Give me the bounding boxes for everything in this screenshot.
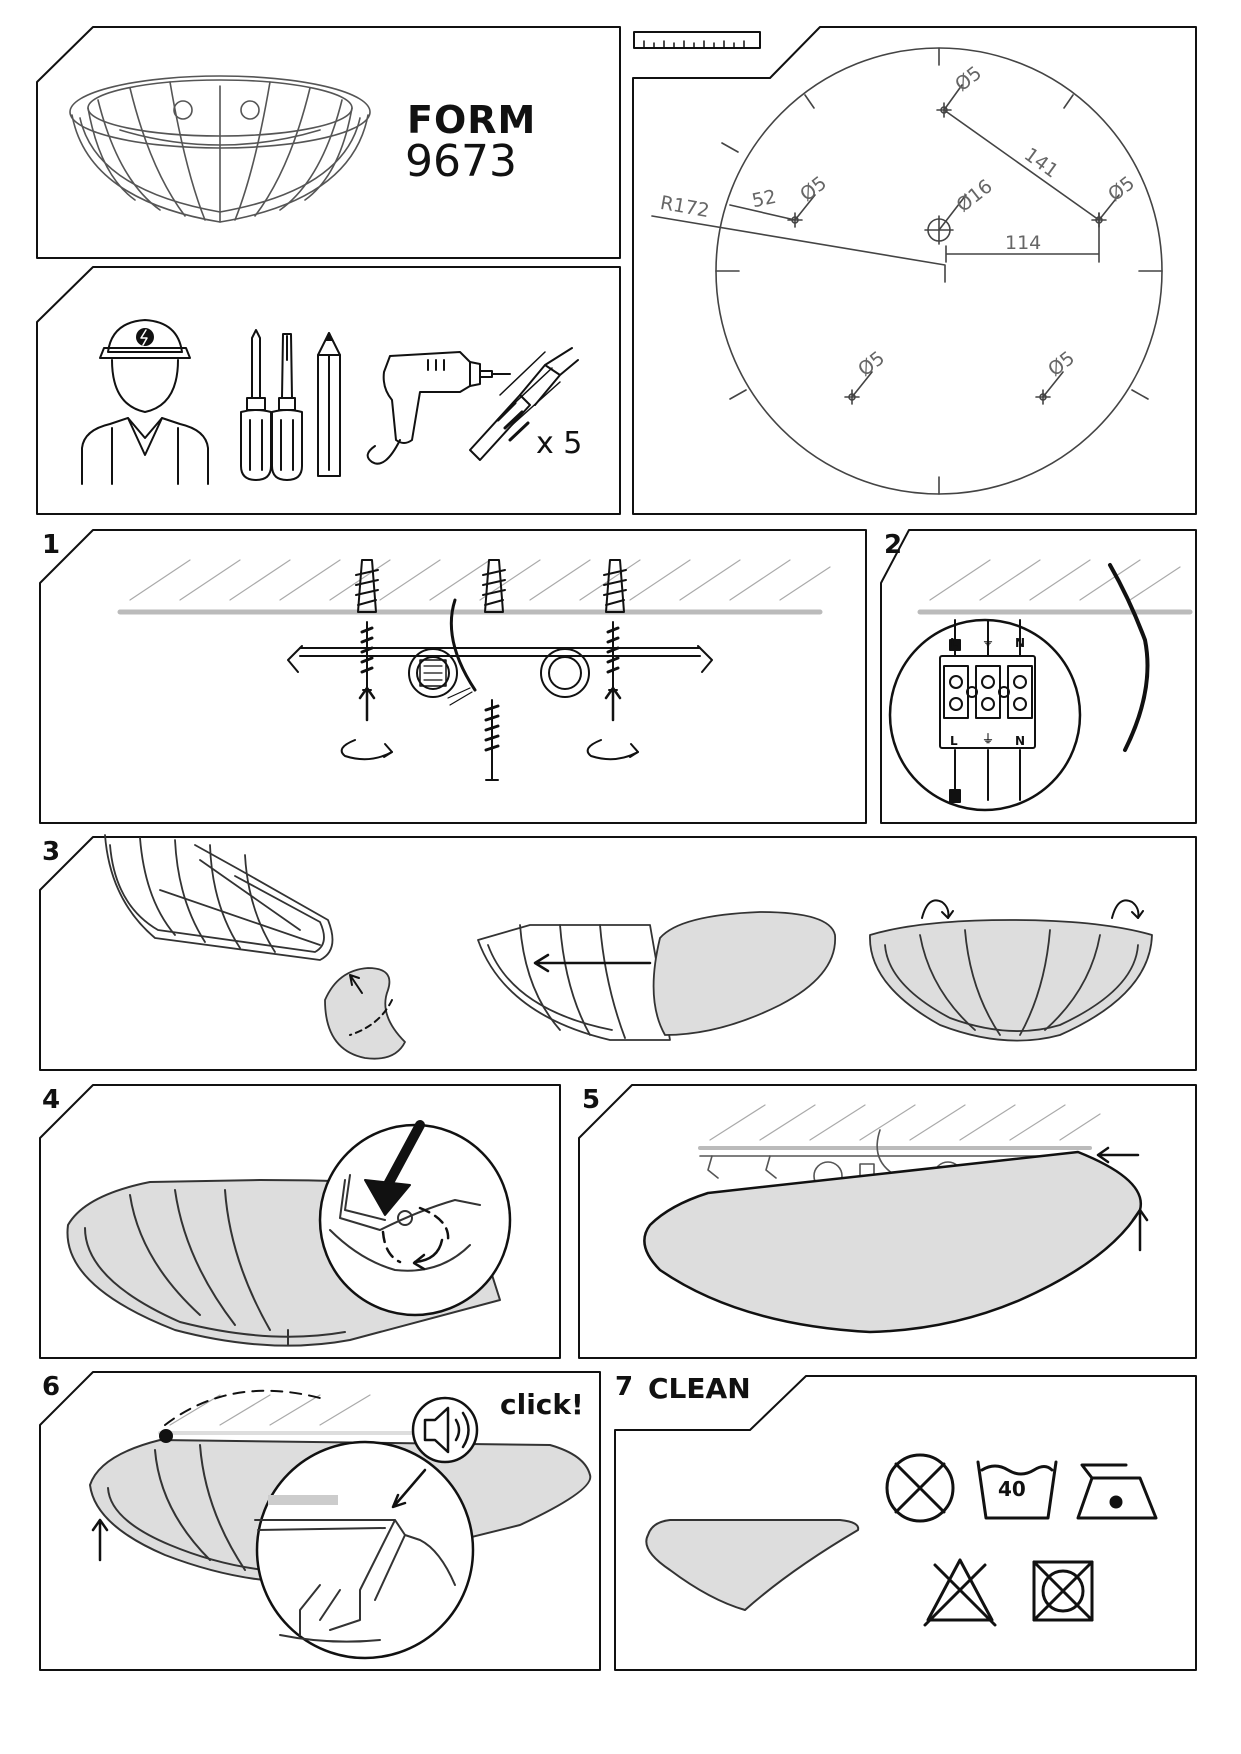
arrow-left-icon [535,955,650,971]
ceiling [920,560,1190,612]
arrow-left-icon [1098,1148,1138,1162]
wash-temperature: 40 [998,1477,1026,1501]
ceiling [700,1105,1100,1148]
no-wash-icon [887,1455,953,1521]
step-number-5: 5 [582,1085,601,1115]
lamp-frame [105,835,333,960]
speaker-icon [413,1398,477,1462]
hole-label-bottom-right: Ø5 [1044,347,1079,381]
step-number-1: 1 [42,530,61,560]
step-number-4: 4 [42,1085,61,1115]
drill-icon [368,352,510,464]
lamp-frame [478,925,670,1040]
step-number-7: 7 [615,1372,634,1402]
step7-title: CLEAN [648,1372,751,1405]
screwdriver-icon [241,330,302,480]
arrow-up-icon [360,688,620,720]
glass-shade [654,912,836,1035]
glass-shade [644,1152,1140,1332]
terminal-live-label-bottom: L [950,734,958,748]
ruler-icon [634,32,760,48]
wall-plug-icon [356,560,626,612]
click-sound-label: click! [500,1388,584,1421]
drilling-template [652,48,1162,494]
detail-circle [257,1442,473,1658]
assembled-shade [870,920,1152,1041]
lamp-illustration [70,76,370,222]
hole-label-left: Ø5 [796,172,831,206]
pencil-icon [318,333,340,476]
hole-label-right: Ø5 [1104,172,1139,206]
step-number-3: 3 [42,837,61,867]
glass-shade [325,968,405,1059]
mounting-bracket [288,600,712,705]
ceiling [120,560,830,612]
terminal-neutral-label: N [1015,636,1026,650]
product-line: FORM [407,98,537,142]
diag-spacing-label: 141 [1019,143,1063,183]
glass-shade [646,1520,858,1610]
hole-label-top: Ø5 [951,62,986,96]
panel-step1 [40,530,866,823]
screw-icon [362,622,618,780]
terminal-neutral-label-bottom: N [1015,734,1026,748]
iron-icon [1078,1465,1156,1518]
terminal-earth-label-bottom: ⏚ [982,732,995,746]
arrow-up-icon [1133,1210,1147,1250]
no-bleach-icon [925,1560,995,1625]
step-number-6: 6 [42,1372,61,1402]
product-number: 9673 [405,136,517,187]
terminal-earth-label: ⏚ [982,634,995,648]
radius-label: R172 [658,191,712,223]
arrow-up-icon [93,1520,107,1560]
rotate-icon [922,900,1143,918]
step-number-2: 2 [884,530,903,560]
horiz-spacing-label: 114 [1005,232,1042,254]
hole-label-bottom-left: Ø5 [854,347,889,381]
terminal-live-label: L [950,636,958,650]
offset-label: 52 [749,185,779,213]
ceiling [160,1395,420,1433]
center-hole-label: Ø16 [952,175,997,217]
electrician-icon [82,320,208,484]
dowel-count: x 5 [536,426,583,461]
no-tumble-dry-icon [1034,1562,1092,1620]
